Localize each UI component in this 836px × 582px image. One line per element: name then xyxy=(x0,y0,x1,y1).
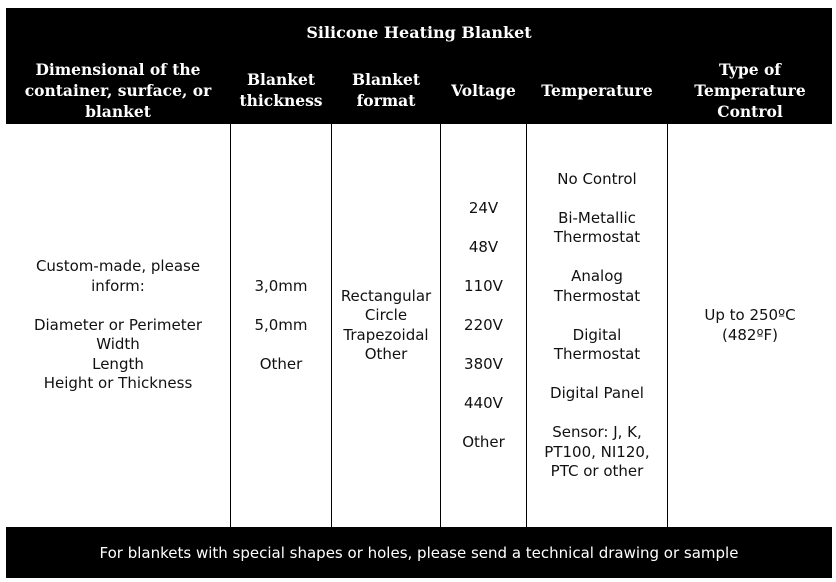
thickness-cell xyxy=(231,124,331,527)
header-dimensions: Dimensional of the container, surface, or blanket xyxy=(24,59,212,121)
temperature-control-cell xyxy=(527,124,667,527)
body-row xyxy=(6,124,832,527)
dimensions-details: Diameter or Perimeter Width Length Height or Thickness xyxy=(33,315,203,393)
control-type-option: Digital Thermostat xyxy=(553,325,641,363)
control-type-option: Bi-Metallic Thermostat xyxy=(553,208,641,246)
voltage-cell xyxy=(441,124,526,527)
voltage-option: 48V xyxy=(468,237,499,256)
max-temperature-cell xyxy=(668,124,832,527)
thickness-option: 5,0mm xyxy=(254,315,308,334)
table-title: Silicone Heating Blanket xyxy=(306,22,532,42)
format-cell xyxy=(332,124,440,527)
dimensions-cell xyxy=(6,124,230,527)
header-format: Blanket format xyxy=(351,70,421,110)
control-type-option: Analog Thermostat xyxy=(553,267,641,305)
voltage-option: 110V xyxy=(464,276,503,295)
table-footer-note: For blankets with special shapes or holes, please send a technical drawing or sample xyxy=(99,543,739,562)
format-options: Rectangular Circle Trapezoidal Other xyxy=(340,286,432,363)
header-temperature: Temperature xyxy=(541,80,653,100)
voltage-option: 24V xyxy=(468,198,499,217)
max-temperature-value: Up to 250ºC (482ºF) xyxy=(704,306,796,344)
header-row xyxy=(6,56,832,124)
dimensions-intro: Custom-made, please inform: xyxy=(35,257,201,295)
control-type-option: Sensor: J, K, PT100, NI120, PTC or other xyxy=(544,423,650,480)
header-voltage: Voltage xyxy=(451,80,516,100)
voltage-option: 440V xyxy=(464,393,503,412)
silicone-heating-blanket-table xyxy=(6,8,832,578)
header-thickness: Blanket thickness xyxy=(239,70,323,110)
voltage-option: 220V xyxy=(464,315,503,334)
header-control-type: Type of Temperature Control xyxy=(694,59,806,121)
voltage-option: Other xyxy=(462,432,505,451)
thickness-option: Other xyxy=(259,354,303,373)
control-type-option: No Control xyxy=(557,169,637,188)
thickness-option: 3,0mm xyxy=(254,276,308,295)
control-type-option: Digital Panel xyxy=(550,384,644,402)
voltage-option: 380V xyxy=(464,354,503,373)
